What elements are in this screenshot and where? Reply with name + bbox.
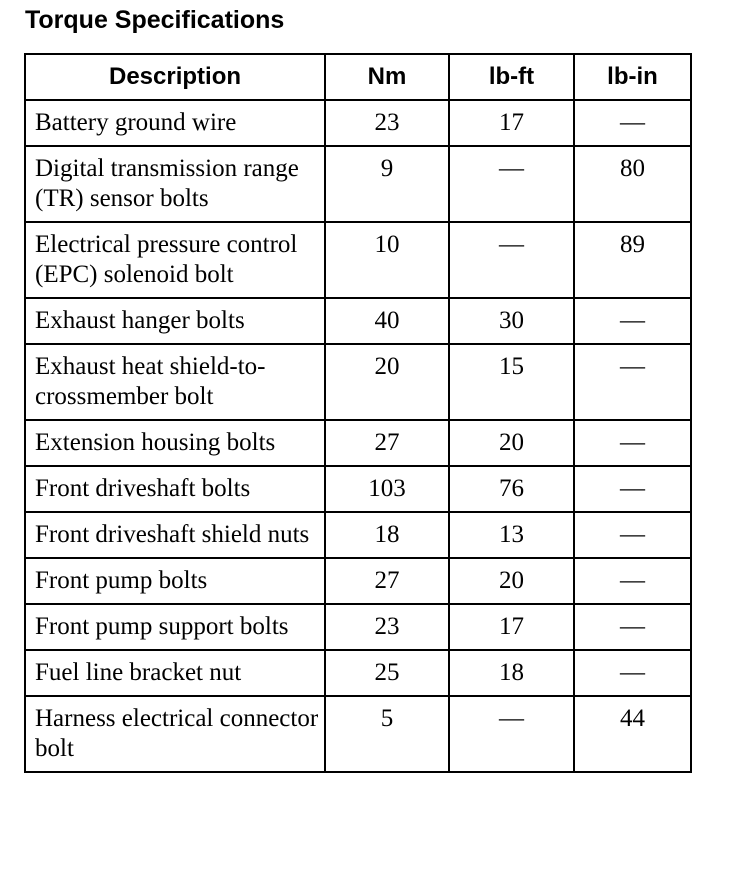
- cell-lbin: —: [574, 298, 691, 344]
- cell-lbft: —: [449, 222, 574, 298]
- cell-nm: 5: [325, 696, 449, 772]
- cell-lbin: 80: [574, 146, 691, 222]
- column-header-nm: Nm: [325, 54, 449, 100]
- cell-lbin: —: [574, 604, 691, 650]
- cell-nm: 103: [325, 466, 449, 512]
- cell-lbft: 20: [449, 558, 574, 604]
- cell-nm: 40: [325, 298, 449, 344]
- cell-lbft: 18: [449, 650, 574, 696]
- cell-lbft: 15: [449, 344, 574, 420]
- table-row: [25, 344, 691, 420]
- cell-description: Front driveshaft bolts: [25, 466, 325, 512]
- cell-nm: 9: [325, 146, 449, 222]
- cell-nm: 23: [325, 100, 449, 146]
- column-header-description: Description: [25, 54, 325, 100]
- table-row: [25, 466, 691, 512]
- table-row: [25, 298, 691, 344]
- cell-description: Front pump support bolts: [25, 604, 325, 650]
- page-title: Torque Specifications: [25, 6, 285, 34]
- table-row: [25, 100, 691, 146]
- cell-nm: 27: [325, 558, 449, 604]
- cell-lbft: 13: [449, 512, 574, 558]
- cell-lbin: —: [574, 650, 691, 696]
- cell-lbft: 30: [449, 298, 574, 344]
- cell-description: Electrical pressure control (EPC) solenoid bolt: [25, 222, 325, 298]
- table-row: [25, 604, 691, 650]
- cell-lbft: —: [449, 146, 574, 222]
- table-row: [25, 420, 691, 466]
- cell-lbft: —: [449, 696, 574, 772]
- cell-nm: 10: [325, 222, 449, 298]
- cell-description: Front driveshaft shield nuts: [25, 512, 325, 558]
- cell-lbin: —: [574, 420, 691, 466]
- cell-description: Front pump bolts: [25, 558, 325, 604]
- table-header-row: [25, 54, 691, 100]
- cell-description: Fuel line bracket nut: [25, 650, 325, 696]
- cell-lbft: 17: [449, 100, 574, 146]
- table-row: [25, 558, 691, 604]
- cell-nm: 23: [325, 604, 449, 650]
- cell-lbin: 89: [574, 222, 691, 298]
- cell-description: Harness electrical connector bolt: [25, 696, 325, 772]
- column-header-lbin: lb-in: [574, 54, 691, 100]
- table-row: [25, 650, 691, 696]
- table-row: [25, 512, 691, 558]
- cell-nm: 27: [325, 420, 449, 466]
- cell-lbin: —: [574, 558, 691, 604]
- column-header-lbft: lb-ft: [449, 54, 574, 100]
- torque-spec-table: [24, 53, 692, 773]
- cell-lbin: —: [574, 344, 691, 420]
- table-row: [25, 696, 691, 772]
- cell-description: Digital transmission range (TR) sensor bolts: [25, 146, 325, 222]
- table-row: [25, 146, 691, 222]
- cell-lbft: 17: [449, 604, 574, 650]
- cell-lbin: —: [574, 466, 691, 512]
- cell-nm: 25: [325, 650, 449, 696]
- cell-lbin: —: [574, 100, 691, 146]
- cell-description: Battery ground wire: [25, 100, 325, 146]
- cell-lbin: —: [574, 512, 691, 558]
- table-row: [25, 222, 691, 298]
- cell-description: Extension housing bolts: [25, 420, 325, 466]
- cell-nm: 18: [325, 512, 449, 558]
- cell-lbft: 20: [449, 420, 574, 466]
- cell-description: Exhaust heat shield-to-crossmember bolt: [25, 344, 325, 420]
- cell-description: Exhaust hanger bolts: [25, 298, 325, 344]
- cell-lbin: 44: [574, 696, 691, 772]
- cell-lbft: 76: [449, 466, 574, 512]
- cell-nm: 20: [325, 344, 449, 420]
